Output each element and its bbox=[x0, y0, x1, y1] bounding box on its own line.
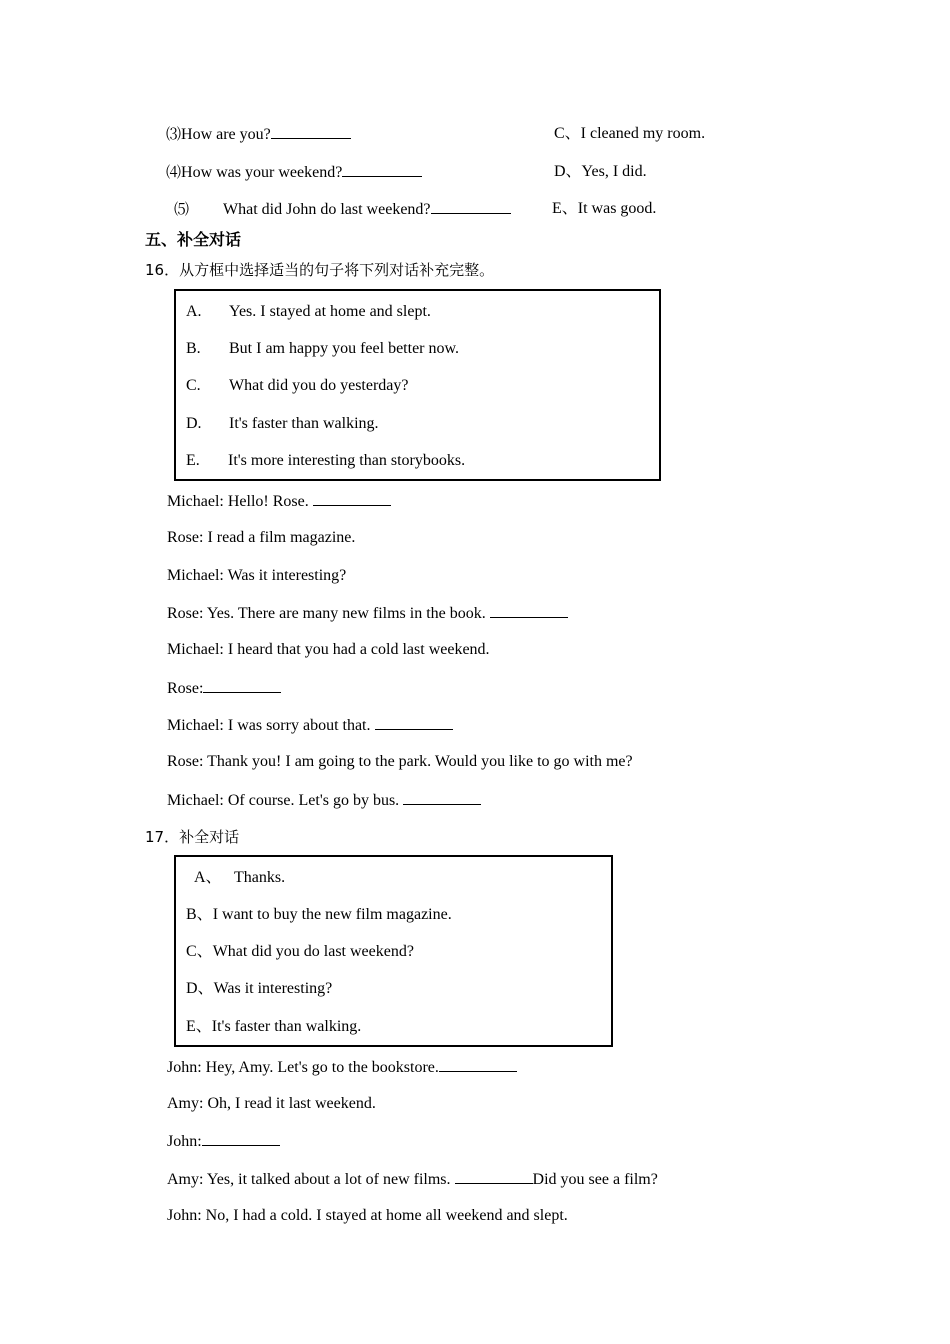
answer-blank[interactable] bbox=[203, 678, 281, 693]
question-text: How was your weekend? bbox=[181, 164, 343, 181]
item-number: ⑶ bbox=[166, 125, 182, 143]
dialogue-17-line-5 bbox=[167, 1206, 568, 1226]
match-option-e: E、It was good. bbox=[552, 200, 657, 217]
dialogue-16-line-9 bbox=[167, 790, 481, 811]
dialogue-text: Michael: Was it interesting? bbox=[167, 567, 347, 584]
item-number: ⑸ bbox=[174, 200, 190, 218]
question-text: How are you? bbox=[181, 126, 271, 143]
option-letter: B. bbox=[186, 340, 201, 357]
dialogue-16-line-4 bbox=[167, 603, 568, 624]
dialogue-text: Rose: I read a film magazine. bbox=[167, 529, 356, 546]
dialogue-17-line-1 bbox=[167, 1057, 517, 1078]
option-16-b bbox=[186, 339, 459, 359]
dialogue-17-line-3 bbox=[167, 1131, 280, 1152]
dialogue-text: Amy: Yes, it talked about a lot of new films. bbox=[167, 1171, 455, 1188]
option-text: What did you do last weekend? bbox=[212, 943, 414, 960]
dialogue-16-line-5 bbox=[167, 640, 490, 660]
dialogue-text: Rose: bbox=[167, 680, 204, 697]
option-letter: A. bbox=[186, 303, 202, 320]
option-17-d bbox=[186, 979, 332, 999]
option-17-a bbox=[194, 868, 285, 888]
dialogue-text: John: bbox=[167, 1133, 202, 1150]
dialogue-text: Michael: Of course. Let's go by bus. bbox=[167, 792, 404, 809]
dialogue-text: Michael: I was sorry about that. bbox=[167, 717, 375, 734]
dialogue-16-line-2 bbox=[167, 528, 355, 548]
option-17-e bbox=[186, 1017, 361, 1037]
option-text: It's faster than walking. bbox=[229, 415, 379, 432]
option-letter: D、 bbox=[186, 980, 214, 997]
option-text: Thanks. bbox=[234, 869, 286, 886]
dialogue-17-line-2 bbox=[167, 1094, 376, 1114]
dialogue-text: John: Hey, Amy. Let's go to the bookstore. bbox=[167, 1059, 439, 1076]
answer-blank[interactable] bbox=[455, 1169, 533, 1184]
option-letter: C. bbox=[186, 377, 201, 394]
option-16-a bbox=[186, 302, 431, 322]
option-letter: C、 bbox=[186, 943, 213, 960]
option-text: Was it interesting? bbox=[213, 980, 333, 997]
option-letter: B、 bbox=[186, 906, 213, 923]
option-text: What did you do yesterday? bbox=[229, 377, 409, 394]
option-16-c bbox=[186, 376, 409, 396]
option-text: I want to buy the new film magazine. bbox=[212, 906, 452, 923]
answer-blank[interactable] bbox=[202, 1131, 280, 1146]
dialogue-16-line-6 bbox=[167, 678, 281, 699]
dialogue-17-line-4 bbox=[167, 1169, 658, 1190]
dialogue-text: Amy: Oh, I read it last weekend. bbox=[167, 1095, 376, 1112]
dialogue-16-line-8 bbox=[167, 752, 633, 772]
match-row-4 bbox=[166, 162, 422, 183]
option-text: Yes. I stayed at home and slept. bbox=[229, 303, 431, 320]
match-option-d: D、Yes, I did. bbox=[554, 163, 647, 180]
option-text: But I am happy you feel better now. bbox=[229, 340, 460, 357]
dialogue-text: Rose: Thank you! I am going to the park. Would you like to go with me? bbox=[167, 753, 633, 770]
answer-blank[interactable] bbox=[431, 199, 511, 214]
match-option-c: C、I cleaned my room. bbox=[554, 125, 706, 142]
question-16-label: 16．从方框中选择适当的句子将下列对话补充完整。 bbox=[145, 261, 495, 279]
answer-blank[interactable] bbox=[403, 790, 481, 805]
match-row-5 bbox=[174, 199, 511, 220]
section-heading: 五、补全对话 bbox=[145, 230, 242, 249]
dialogue-text: John: No, I had a cold. I stayed at home all weekend and slept. bbox=[167, 1207, 568, 1224]
dialogue-text: Michael: Hello! Rose. bbox=[167, 493, 313, 510]
dialogue-16-line-7 bbox=[167, 715, 453, 736]
dialogue-text-after: Did you see a film? bbox=[532, 1171, 658, 1188]
match-row-3 bbox=[166, 124, 351, 145]
option-letter: A、 bbox=[194, 869, 222, 886]
option-letter: E、 bbox=[186, 1018, 212, 1035]
option-letter: E. bbox=[186, 452, 200, 469]
answer-blank[interactable] bbox=[375, 715, 453, 730]
option-text: It's more interesting than storybooks. bbox=[228, 452, 466, 469]
option-17-c bbox=[186, 942, 414, 962]
answer-blank[interactable] bbox=[313, 491, 391, 506]
dialogue-16-line-1 bbox=[167, 491, 391, 512]
question-text: What did John do last weekend? bbox=[223, 201, 431, 218]
option-17-b bbox=[186, 905, 452, 925]
option-text: It's faster than walking. bbox=[211, 1018, 362, 1035]
dialogue-16-line-3 bbox=[167, 566, 346, 586]
option-16-e bbox=[186, 451, 465, 471]
dialogue-text: Rose: Yes. There are many new films in the book. bbox=[167, 605, 490, 622]
item-number: ⑷ bbox=[166, 163, 182, 181]
answer-blank[interactable] bbox=[490, 603, 568, 618]
question-17-label: 17．补全对话 bbox=[145, 828, 240, 846]
option-16-d bbox=[186, 414, 379, 434]
answer-blank[interactable] bbox=[439, 1057, 517, 1072]
answer-blank[interactable] bbox=[342, 162, 422, 177]
option-letter: D. bbox=[186, 415, 202, 432]
dialogue-text: Michael: I heard that you had a cold last weekend. bbox=[167, 641, 490, 658]
answer-blank[interactable] bbox=[271, 124, 351, 139]
